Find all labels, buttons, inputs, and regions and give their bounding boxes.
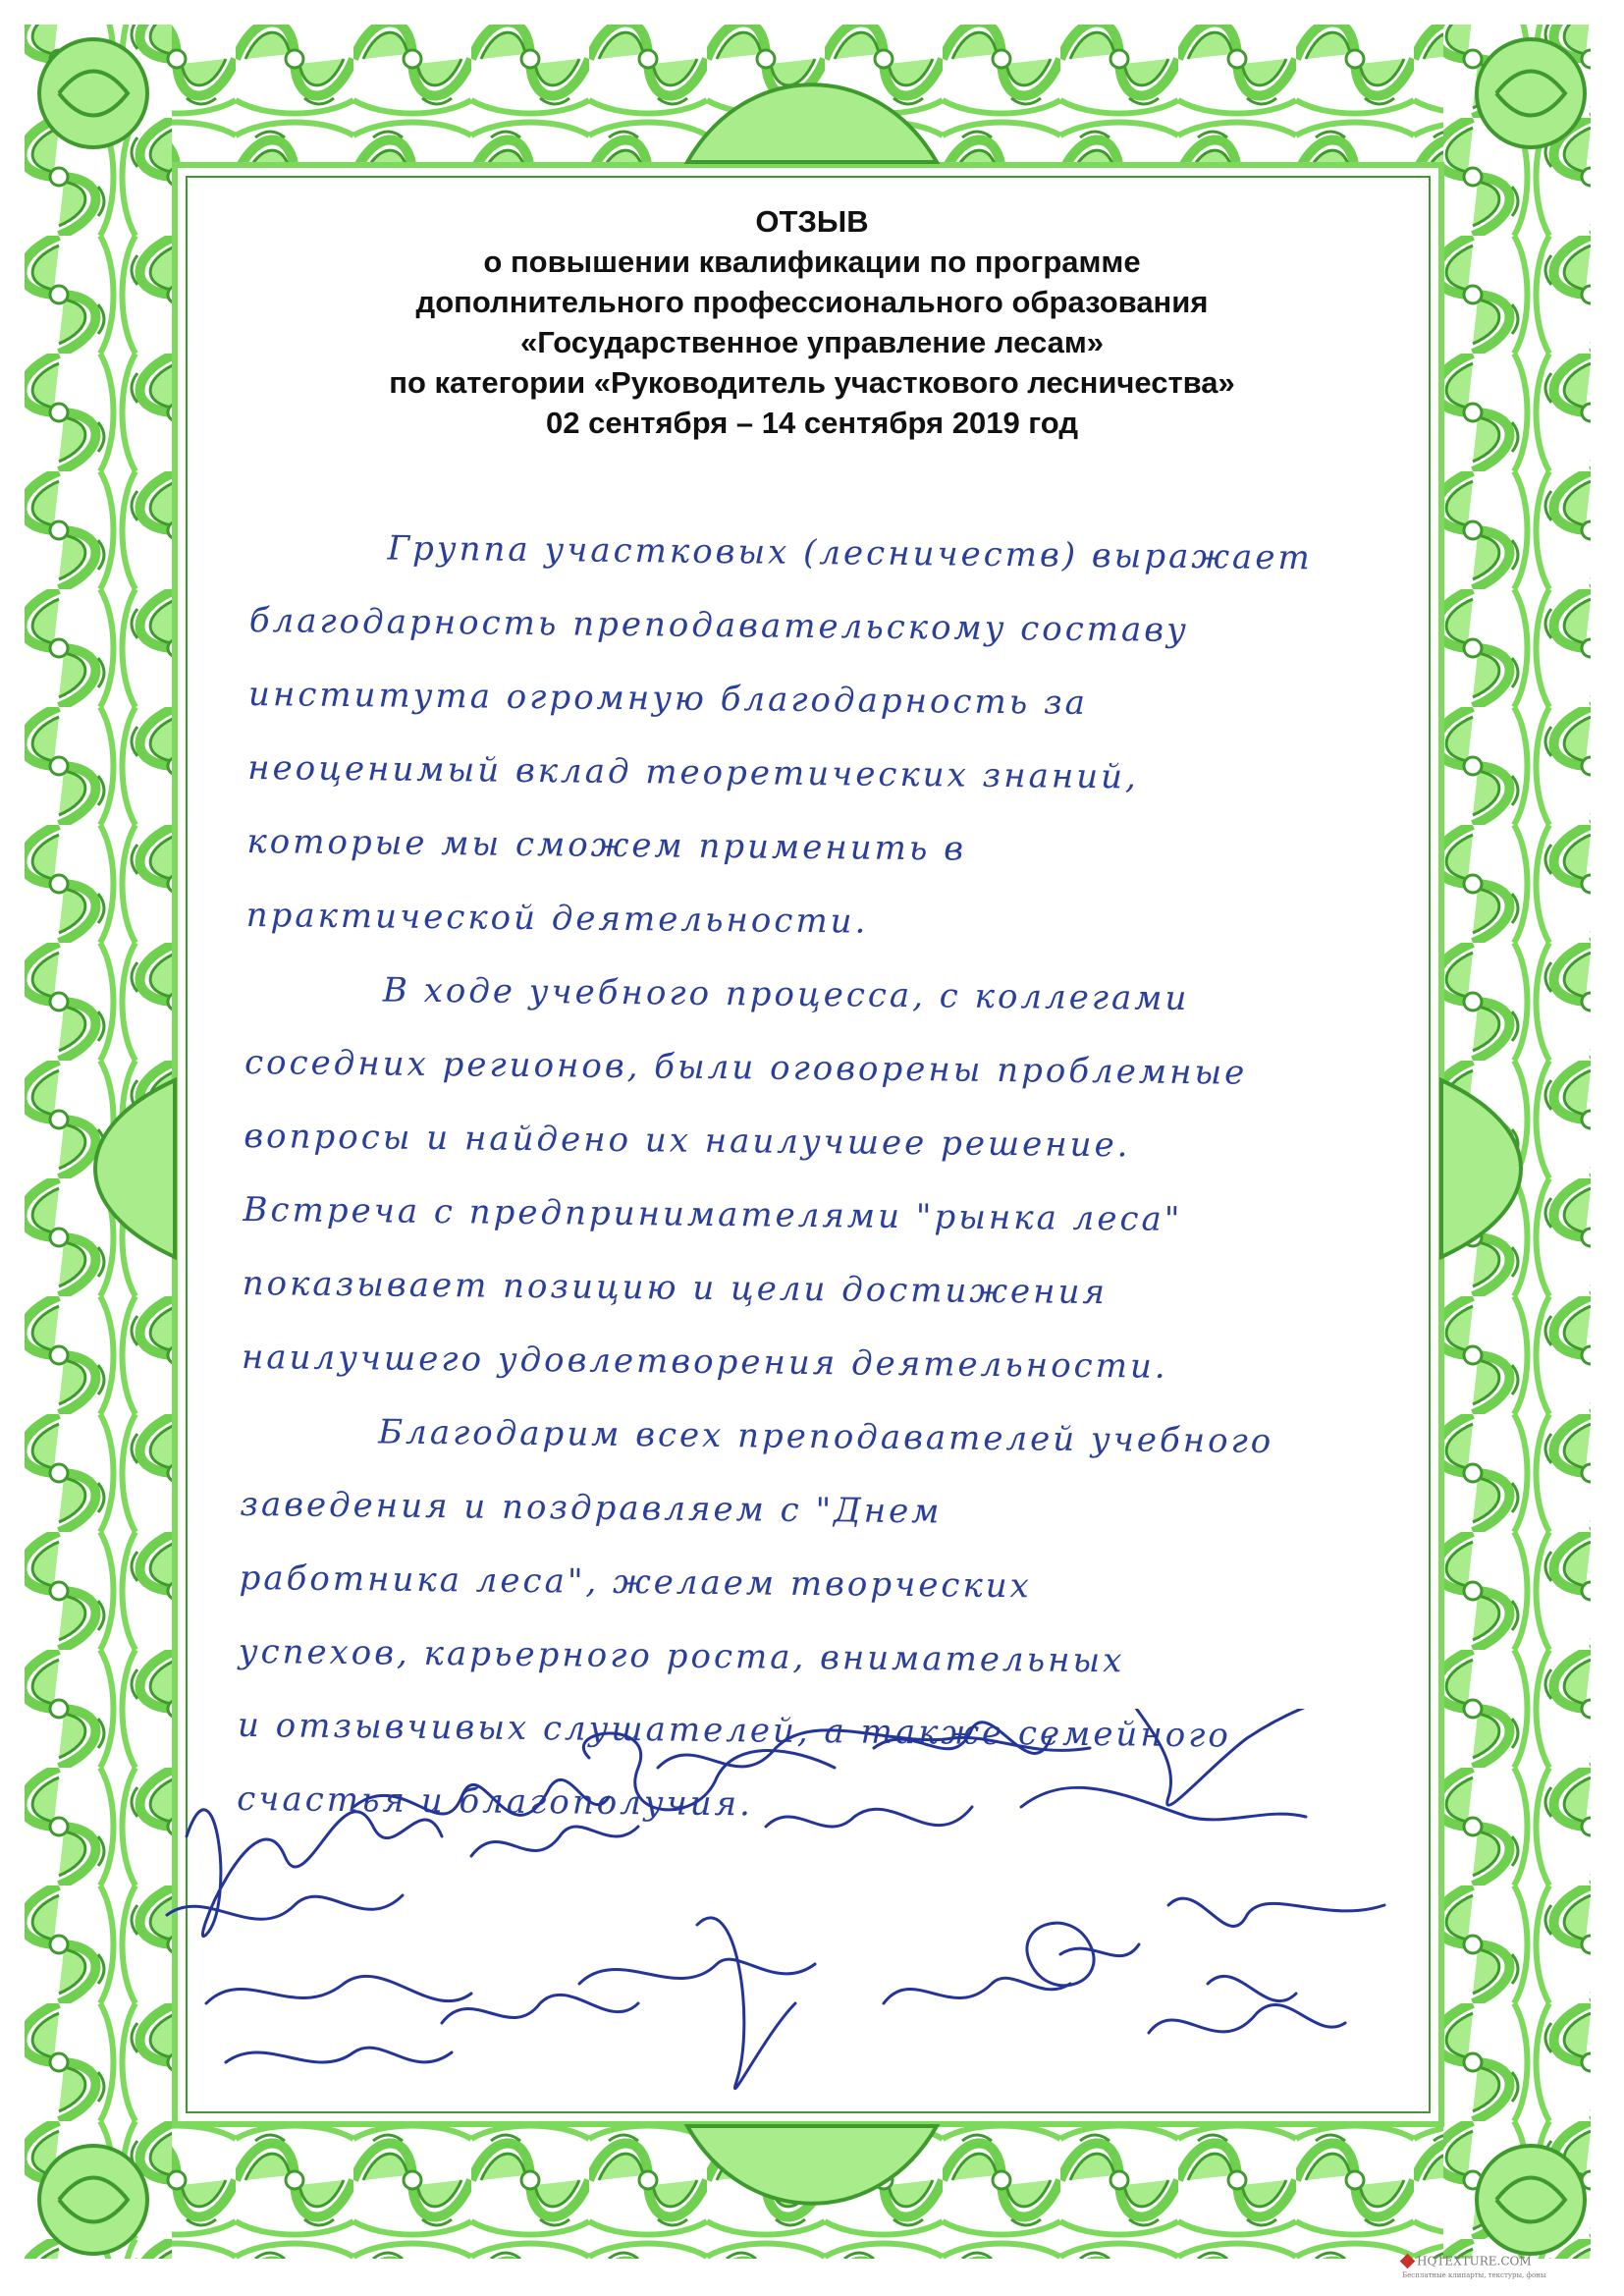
handwritten-line: которые мы сможем применить в [246, 821, 967, 869]
watermark-site: HQTEXTURE.COM [1417, 2254, 1532, 2269]
signature [206, 1976, 471, 2003]
handwritten-line: соседних регионов, были оговорены проблемные [244, 1042, 1248, 1093]
signature [1168, 1898, 1384, 1926]
signature [442, 1995, 638, 2023]
handwritten-line: работника леса", желаем творческих [239, 1558, 1033, 1607]
signatures-area [147, 1709, 1424, 2141]
handwritten-line: успехов, карьерного роста, внимательных [238, 1631, 1125, 1681]
handwritten-line: Встреча с предпринимателями "рынка леса" [243, 1189, 1183, 1239]
signature [471, 1827, 638, 1856]
signature [697, 1918, 795, 2089]
signature [884, 1978, 1070, 2003]
watermark-logo-icon [1400, 2254, 1416, 2269]
heading-subtitle-1: о повышении квалификации по программе [483, 245, 1141, 279]
signature [353, 1779, 609, 1815]
handwritten-line: и отзывчивых слушателей, а также семейного [237, 1705, 1232, 1756]
signature [1208, 1976, 1296, 2000]
signature [167, 1895, 403, 1919]
signature [579, 1959, 815, 1984]
signature [187, 1810, 442, 1937]
handwritten-line: показывает позицию и цели достижения [242, 1263, 1109, 1313]
handwritten-line: Группа участковых (лесничеств) выражает [387, 528, 1313, 578]
handwritten-text [237, 511, 1404, 1848]
heading-category: по категории «Руководитель участкового лесничества» [389, 365, 1235, 400]
handwritten-line: благодарность преподавательскому составу [248, 600, 1190, 651]
handwritten-line: заведения и поздравляем с "Днем [240, 1484, 943, 1532]
handwritten-line: практической деятельности. [245, 895, 869, 942]
signature [1060, 1944, 1139, 1956]
signature [1149, 2004, 1345, 2033]
handwritten-line: В ходе учебного процесса, с коллегами [382, 970, 1190, 1019]
handwritten-line: вопросы и найдено их наилучшее решение. [244, 1116, 1131, 1166]
handwritten-line: неоценимый вклад теоретических знаний, [247, 747, 1140, 797]
heading-program-name: «Государственное управление лесам» [519, 325, 1104, 359]
handwritten-line: наилучшего удовлетворения деятельности. [241, 1337, 1168, 1387]
signature [766, 1807, 972, 1827]
heading-title: ОТЗЫВ [755, 204, 869, 239]
handwritten-line: института огромную благодарность за [247, 674, 1089, 723]
signature [583, 1733, 835, 1810]
handwritten-line: Благодарим всех преподавателей учебного [377, 1412, 1274, 1461]
heading-dates: 02 сентября – 14 сентября 2019 год [545, 406, 1079, 440]
handwritten-line: счастья и благополучия. [237, 1778, 754, 1825]
heading-subtitle-2: дополнительного профессионального образования [415, 285, 1209, 319]
document-heading [245, 201, 1379, 443]
signature [1129, 1709, 1365, 1805]
signature [1021, 1787, 1306, 1820]
signature [226, 2048, 452, 2062]
watermark-stamp [1402, 2251, 1549, 2278]
watermark-tagline: Бесплатные клипарты, текстуры, фоны [1402, 2271, 1546, 2279]
